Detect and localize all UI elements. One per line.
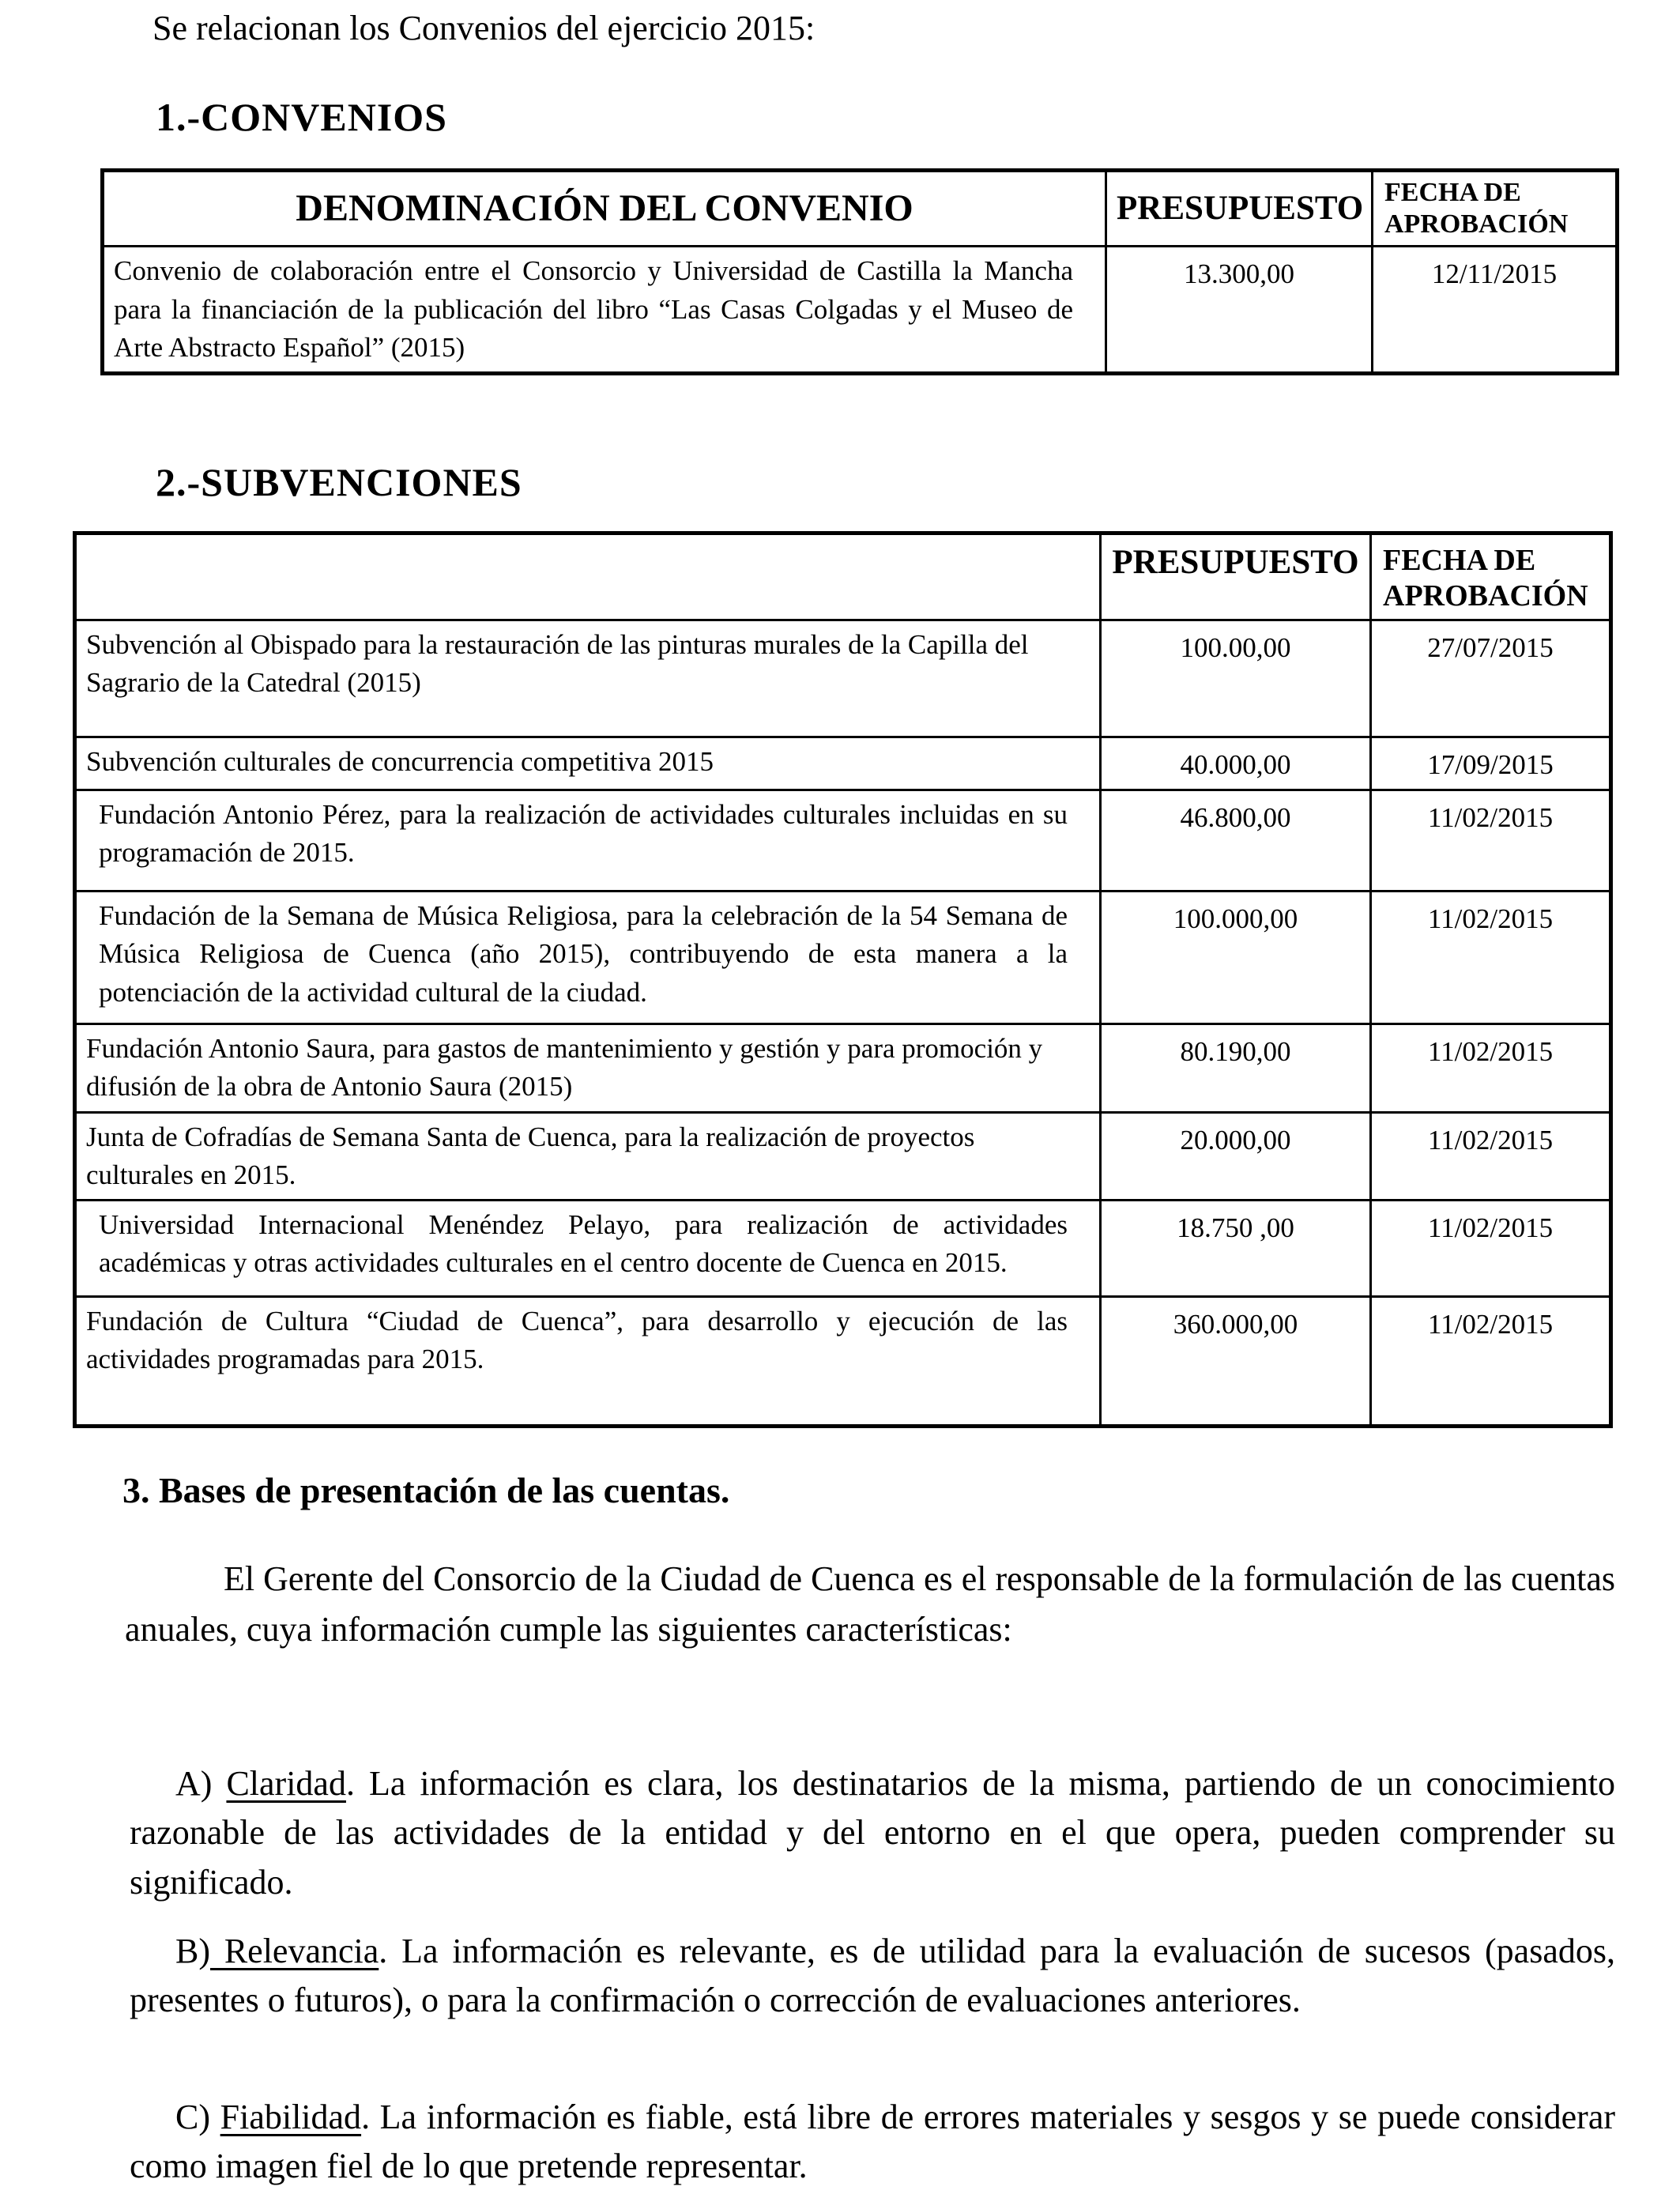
table-row — [75, 1297, 1611, 1427]
cell-presupuesto: 100.00,00 — [1101, 620, 1371, 737]
cell-presupuesto: 46.800,00 — [1101, 790, 1371, 891]
item-text: . La información es clara, los destinatarios de la misma, partiendo de un conocimiento razonable de las actividades de la entidad y del entorno en el que opera, pueden comprender su significado. — [130, 1764, 1616, 1902]
cell-denominacion: Convenio de colaboración entre el Consorcio y Universidad de Castilla la Mancha para la financiación de la publicación del libro “Las Casas Colgadas y el Museo de Arte Abstracto Español” (2015) — [103, 247, 1106, 374]
cell-presupuesto: 40.000,00 — [1101, 737, 1371, 790]
item-prefix: C) — [175, 2098, 220, 2136]
cell-denominacion: Fundación de la Semana de Música Religiosa, para la celebración de la 54 Semana de Música Religiosa de Cuenca (año 2015), contribuyendo de esta manera a la potenciación de la actividad cultural de la ciudad. — [75, 891, 1101, 1023]
item-term-underlined: Fiabilidad — [220, 2098, 362, 2136]
item-term-underlined: Relevancia — [210, 1932, 379, 1970]
cell-denominacion: Fundación Antonio Pérez, para la realización de actividades culturales incluidas en su programación de 2015. — [75, 790, 1101, 891]
cell-fecha: 11/02/2015 — [1371, 1297, 1611, 1427]
cell-denominacion: Subvención culturales de concurrencia competitiva 2015 — [75, 737, 1101, 790]
cell-fecha: 12/11/2015 — [1373, 247, 1618, 374]
subvenciones-header-row — [75, 533, 1611, 620]
cell-presupuesto: 13.300,00 — [1106, 247, 1373, 374]
item-prefix: A) — [175, 1764, 227, 1803]
item-fiabilidad — [130, 2093, 1615, 2192]
table-row — [103, 247, 1618, 374]
cell-denominacion: Fundación de Cultura “Ciudad de Cuenca”, para desarrollo y ejecución de las actividades programadas para 2015. — [75, 1297, 1101, 1427]
cell-presupuesto: 100.000,00 — [1101, 891, 1371, 1023]
cell-fecha: 11/02/2015 — [1371, 891, 1611, 1023]
table-row — [75, 1112, 1611, 1201]
item-text: . La información es fiable, está libre de errores materiales y sesgos y se puede considerar como imagen fiel de lo que pretende representar. — [130, 2098, 1615, 2186]
cell-fecha: 27/07/2015 — [1371, 620, 1611, 737]
table-row — [75, 1201, 1611, 1297]
convenios-header-row — [103, 171, 1618, 247]
cell-presupuesto: 20.000,00 — [1101, 1112, 1371, 1201]
cell-presupuesto: 80.190,00 — [1101, 1023, 1371, 1112]
subvenciones-table — [73, 531, 1613, 1428]
table-row — [75, 790, 1611, 891]
table-row — [75, 620, 1611, 737]
column-header-denominacion: DENOMINACIÓN DEL CONVENIO — [103, 171, 1106, 247]
section3-heading: 3. Bases de presentación de las cuentas. — [122, 1470, 730, 1510]
item-relevancia — [130, 1927, 1615, 2026]
cell-fecha: 17/09/2015 — [1371, 737, 1611, 790]
convenios-table — [100, 168, 1619, 375]
item-text: . La información es relevante, es de utilidad para la evaluación de sucesos (pasados, presentes o futuros), o para la confirmación o corrección de evaluaciones anteriores. — [130, 1932, 1615, 2020]
cell-presupuesto: 18.750 ,00 — [1101, 1201, 1371, 1297]
section3-intro-paragraph: El Gerente del Consorcio de la Ciudad de Cuenca es el responsable de la formulación de las cuentas anuales, cuya información cumple las siguientes características: — [125, 1559, 1615, 1649]
cell-fecha: 11/02/2015 — [1371, 1023, 1611, 1112]
item-claridad — [130, 1759, 1615, 1907]
column-header-empty — [75, 533, 1101, 620]
column-header-fecha-aprobacion: FECHA DE APROBACIÓN — [1373, 171, 1618, 247]
table-row — [75, 737, 1611, 790]
cell-fecha: 11/02/2015 — [1371, 790, 1611, 891]
section2-heading: 2.-SUBVENCIONES — [156, 460, 522, 504]
cell-denominacion: Fundación Antonio Saura, para gastos de mantenimiento y gestión y para promoción y difusión de la obra de Antonio Saura (2015) — [75, 1023, 1101, 1112]
intro-paragraph: Se relacionan los Convenios del ejercicio 2015: — [153, 9, 816, 47]
cell-denominacion: Universidad Internacional Menéndez Pelayo, para realización de actividades académicas y otras actividades culturales en el centro docente de Cuenca en 2015. — [75, 1201, 1101, 1297]
column-header-presupuesto: PRESUPUESTO — [1101, 533, 1371, 620]
table-row — [75, 891, 1611, 1023]
cell-denominacion: Subvención al Obispado para la restauración de las pinturas murales de la Capilla del Sagrario de la Catedral (2015) — [75, 620, 1101, 737]
item-prefix: B) — [175, 1932, 210, 1970]
cell-fecha: 11/02/2015 — [1371, 1112, 1611, 1201]
section1-heading: 1.-CONVENIOS — [156, 95, 447, 139]
table-row — [75, 1023, 1611, 1112]
item-term-underlined: Claridad — [226, 1764, 346, 1803]
column-header-presupuesto: PRESUPUESTO — [1106, 171, 1373, 247]
cell-presupuesto: 360.000,00 — [1101, 1297, 1371, 1427]
column-header-fecha-aprobacion: FECHA DE APROBACIÓN — [1371, 533, 1611, 620]
cell-fecha: 11/02/2015 — [1371, 1201, 1611, 1297]
cell-denominacion: Junta de Cofradías de Semana Santa de Cuenca, para la realización de proyectos culturales en 2015. — [75, 1112, 1101, 1201]
